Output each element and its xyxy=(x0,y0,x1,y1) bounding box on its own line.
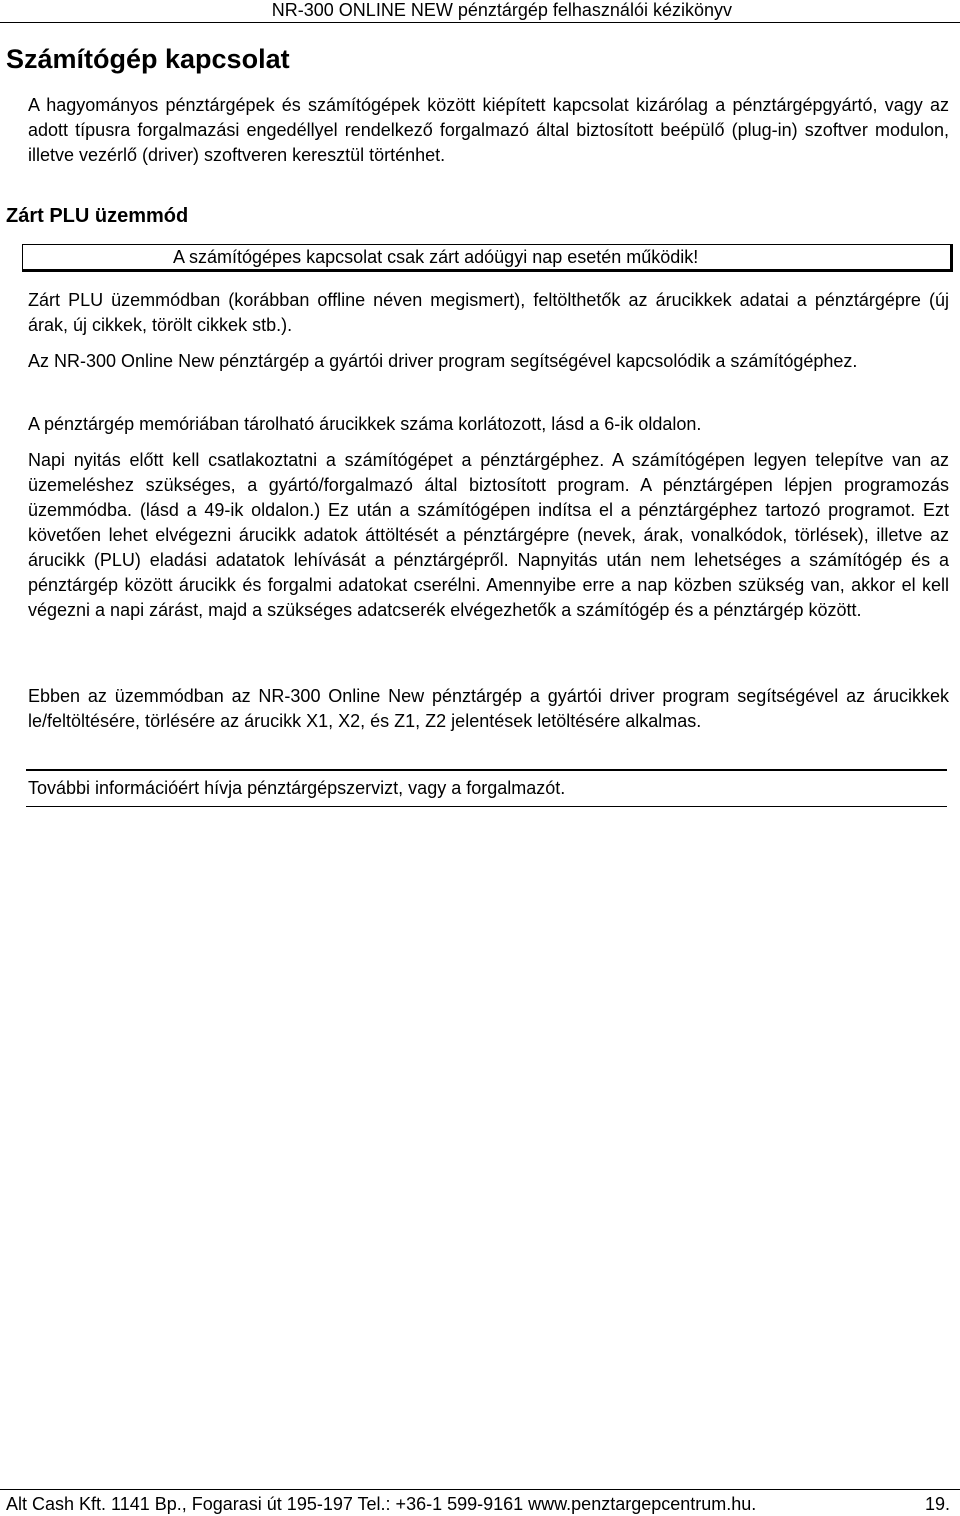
paragraph-zart-plu: Zárt PLU üzemmódban (korábban offline néven megismert), feltölthetők az árucikkek adatai a pénztárgépre (új árak, új cikkek, törölt cikkek stb.). xyxy=(28,290,949,335)
paragraph-daily-opening: Napi nyitás előtt kell csatlakoztatni a számítógépet a pénztárgéphez. A számítógépen legyen telepítve van az üzemeléshez szükséges, a gyártó/forgalmazó által biztosított program. A pénztárgépen lépjen programozás üzemmódba. (lásd a 49-ik oldalon.) Ez után a számítógépen indítsa el a pénztárgéphez tartozó programot. Ezt követően lehet elvégezni árucikk adatok áttöltését a pénztárgépre (nevek, árak, vonalkódok, törlések), illetve az árucikk (PLU) eladási adatatok lehívását a pénztárgépről. Napnyitás után nem lehetséges a számítógép és a pénztárgép között árucikk és forgalmi adatokat cserélni. Amennyibe erre a nap közben szükség van, akkor el kell végezni a napi zárást, majd a szükséges adatcserék elvégezhetők a számítógép és a pénztárgép között. xyxy=(28,450,949,620)
notice-box xyxy=(22,244,953,272)
more-info-box xyxy=(26,769,947,807)
intro-paragraph: A hagyományos pénztárgépek és számítógépek között kiépített kapcsolat kizárólag a pénztárgépgyártó, vagy az adott típusra forgalmazási engedéllyel rendelkező forgalmazó által biztosított beépülő (plug-in) szoftver modulon, illetve vezérlő (driver) szoftveren keresztül történhet. xyxy=(28,95,949,165)
section-title: Számítógép kapcsolat xyxy=(6,44,290,74)
page-number: 19. xyxy=(924,1494,950,1514)
paragraph-memory: A pénztárgép memóriában tárolható árucikkek száma korlátozott, lásd a 6-ik oldalon. xyxy=(28,414,702,434)
header-rule xyxy=(0,22,960,23)
header-title: NR-300 ONLINE NEW pénztárgép felhasználói kézikönyv xyxy=(271,0,732,20)
page-footer xyxy=(0,1489,960,1516)
more-info-text: További információért hívja pénztárgépszervizt, vagy a forgalmazót. xyxy=(28,778,566,798)
paragraph-mode-usage: Ebben az üzemmódban az NR-300 Online New pénztárgép a gyártói driver program segítségével az árucikkek le/feltöltésére, törlésére az árucikk X1, X2, és Z1, Z2 jelentések letöltésére alkalmas. xyxy=(28,686,949,731)
footer-company-info: Alt Cash Kft. 1141 Bp., Fogarasi út 195-197 Tel.: +36-1 599-9161 www.penztargepcentrum.hu. xyxy=(6,1494,757,1514)
notice-text: A számítógépes kapcsolat csak zárt adóügyi nap esetén működik! xyxy=(173,247,699,267)
paragraph-driver: Az NR-300 Online New pénztárgép a gyártói driver program segítségével kapcsolódik a számítógéphez. xyxy=(28,351,858,371)
subsection-title: Zárt PLU üzemmód xyxy=(6,205,189,227)
page-header xyxy=(0,0,960,26)
